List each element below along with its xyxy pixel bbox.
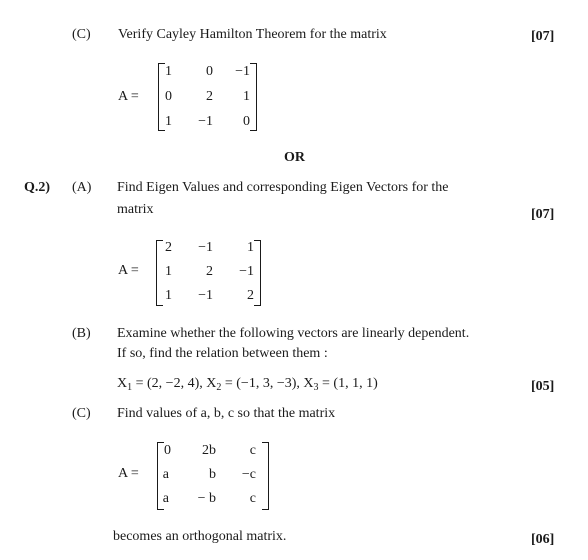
q2a-text-line2: matrix — [117, 202, 154, 217]
matrix-cell: a — [162, 467, 169, 482]
matrix-cell: 1 — [165, 264, 172, 279]
matrix-cell: −1 — [239, 264, 254, 279]
matrix-cell: −1 — [235, 64, 250, 79]
q2b-marks: [05] — [531, 379, 555, 394]
matrix-cell: 2 — [165, 240, 172, 255]
matrix-cell: 0 — [206, 64, 213, 79]
or-divider: OR — [284, 150, 305, 165]
q2a-text-line1: Find Eigen Values and corresponding Eigen Vectors for the — [117, 180, 449, 195]
x1-value: = (2, −2, 4), — [135, 376, 203, 391]
matrix-label: A = — [118, 466, 139, 481]
q1c-label: (C) — [72, 27, 91, 42]
q2b-label: (B) — [72, 326, 91, 341]
q2c-text: Find values of a, b, c so that the matrix — [117, 406, 336, 421]
q2c-marks: [06] — [531, 532, 555, 547]
matrix-cell: − b — [197, 491, 216, 506]
matrix-cell: 1 — [247, 240, 254, 255]
matrix-cell: a — [162, 491, 169, 506]
matrix-cell: 2 — [247, 288, 254, 303]
q2b-text-line1: Examine whether the following vectors are linearly dependent. — [117, 326, 470, 341]
matrix-label: A = — [118, 263, 139, 278]
x2-subscript: 2 — [216, 382, 222, 393]
matrix-cell: 0 — [164, 443, 171, 458]
matrix-cell: 2 — [206, 89, 213, 104]
q2b-vectors — [117, 376, 378, 393]
matrix-cell: 1 — [165, 288, 172, 303]
matrix-cell: c — [249, 443, 256, 458]
matrix-cell: 1 — [165, 114, 172, 129]
x2-value: = (−1, 3, −3), — [224, 376, 300, 391]
x1-symbol: X — [117, 376, 128, 391]
matrix-cell: b — [209, 467, 216, 482]
x2-symbol: X — [206, 376, 217, 391]
matrix-label: A = — [118, 89, 139, 104]
q1c-marks: [07] — [531, 29, 555, 44]
matrix-cell: −1 — [198, 288, 213, 303]
x3-subscript: 3 — [313, 382, 319, 393]
q2b-text-line2: If so, find the relation between them : — [117, 346, 328, 361]
matrix-cell: −1 — [198, 240, 213, 255]
q2c-text-after: becomes an orthogonal matrix. — [113, 529, 287, 544]
matrix-cell: 2b — [202, 443, 216, 458]
q1c-text: Verify Cayley Hamilton Theorem for the matrix — [118, 27, 387, 42]
right-bracket — [250, 63, 257, 131]
right-bracket — [262, 442, 269, 510]
matrix-cell: 0 — [165, 89, 172, 104]
matrix-cell: 1 — [165, 64, 172, 79]
matrix-cell: 1 — [243, 89, 250, 104]
q2a-label: (A) — [72, 180, 92, 195]
matrix-cell: 0 — [243, 114, 250, 129]
q2a-marks: [07] — [531, 207, 555, 222]
x3-value: = (1, 1, 1) — [322, 376, 378, 391]
right-bracket — [254, 240, 261, 306]
q2-number: Q.2) — [24, 180, 51, 195]
matrix-cell: c — [249, 491, 256, 506]
q2c-label: (C) — [72, 406, 91, 421]
matrix-cell: −c — [241, 467, 256, 482]
matrix-cell: 2 — [206, 264, 213, 279]
matrix-cell: −1 — [198, 114, 213, 129]
x1-subscript: 1 — [127, 382, 133, 393]
x3-symbol: X — [303, 376, 314, 391]
